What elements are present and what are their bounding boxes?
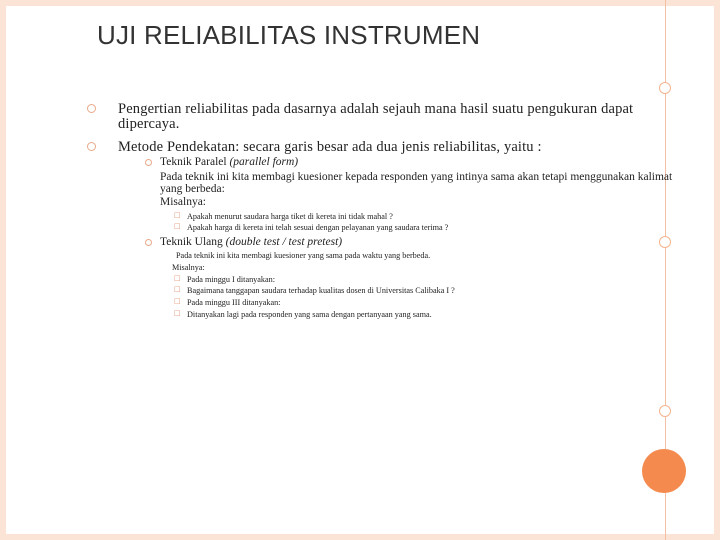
ulang-example-3: Pada minggu III ditanyakan: [187, 298, 281, 307]
decorative-circle-small [659, 405, 671, 417]
frame-right-border [714, 0, 720, 540]
bullet-icon: □ [174, 285, 181, 293]
frame-bottom-border [0, 534, 720, 540]
paralel-desc-line2: yang berbeda: [160, 183, 225, 195]
bullet-icon: □ [174, 309, 181, 317]
paralel-desc-line1: Pada teknik ini kita membagi kuesioner kepada responden yang intinya sama akan tetapi menggunakan kalimat [160, 171, 673, 183]
bullet-icon: □ [174, 274, 181, 282]
bullet-icon: □ [174, 211, 181, 219]
decorative-circle-small [659, 82, 671, 94]
bullet-icon [145, 239, 152, 246]
decorative-circle-large [642, 449, 686, 493]
paralel-example-2: Apakah harga di kereta ini telah sesuai dengan pelayanan yang saudara terima ? [187, 223, 449, 232]
frame-top-border [0, 0, 720, 6]
ulang-example-label: Misalnya: [172, 263, 205, 272]
bullet-icon: □ [174, 222, 181, 230]
ulang-heading: Teknik Ulang (double test / test pretest) [160, 236, 343, 248]
bullet-icon [87, 104, 96, 113]
decorative-circle-small [659, 236, 671, 248]
ulang-example-2: Bagaimana tanggapan saudara terhadap kualitas dosen di Universitas Calibaka I ? [187, 286, 455, 295]
ulang-example-4: Ditanyakan lagi pada responden yang sama dengan pertanyaan yang sama. [187, 310, 432, 319]
slide-title: UJI RELIABILITAS INSTRUMEN [97, 20, 481, 50]
paralel-example-label: Misalnya: [160, 196, 206, 208]
bullet-icon [87, 142, 96, 151]
bullet-definition: Pengertian reliabilitas pada dasarnya adalah sejauh mana hasil suatu pengukuran dapat dipercaya. [118, 101, 634, 132]
ulang-desc: Pada teknik ini kita membagi kuesioner yang sama pada waktu yang berbeda. [176, 251, 431, 260]
bullet-icon [145, 159, 152, 166]
paralel-heading: Teknik Paralel (parallel form) [160, 156, 299, 168]
bullet-method: Metode Pendekatan: secara garis besar ada dua jenis reliabilitas, yaitu : [118, 139, 542, 155]
ulang-example-1: Pada minggu I ditanyakan: [187, 275, 275, 284]
frame-left-border [0, 0, 6, 540]
bullet-icon: □ [174, 297, 181, 305]
paralel-example-1: Apakah menurut saudara harga tiket di kereta ini tidak mahal ? [187, 212, 393, 221]
